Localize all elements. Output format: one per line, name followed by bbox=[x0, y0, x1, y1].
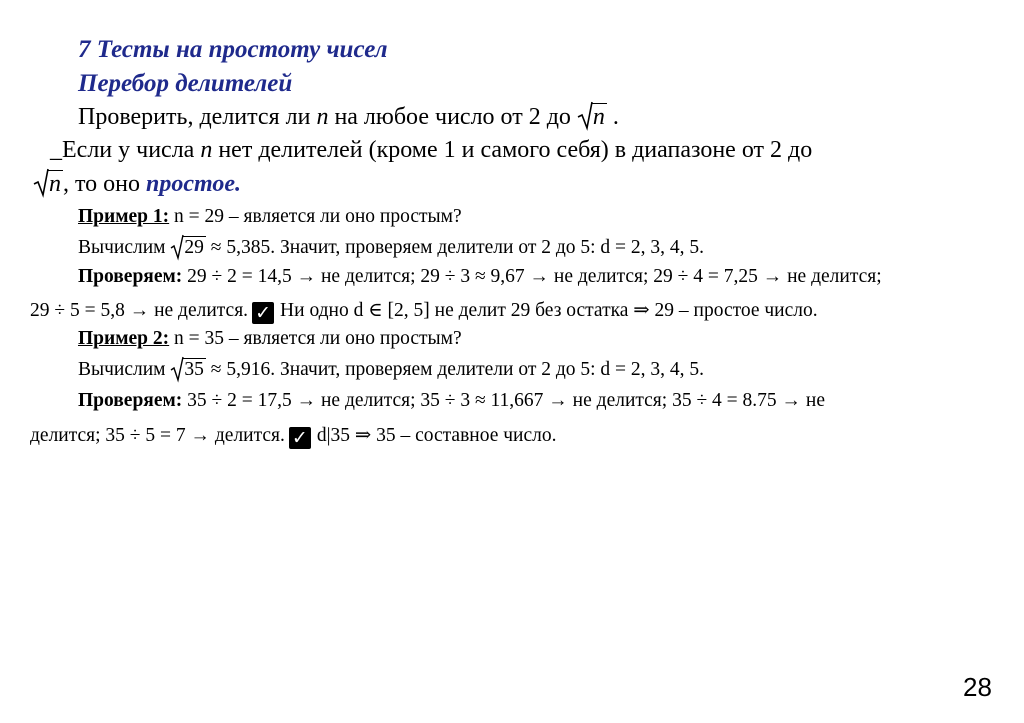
dash-marker: _ bbox=[50, 137, 62, 163]
example1-compute: Вычислим 29 ≈ 5,385. Значит, проверяем делители от 2 до 5: d = 2, 3, 4, 5. bbox=[78, 237, 705, 258]
example2-compute: Вычислим 35 ≈ 5,916. Значит, проверяем делители от 2 до 5: d = 2, 3, 4, 5. bbox=[78, 359, 705, 380]
example2-check-line-1: Проверяем: 35 ÷ 2 = 17,5 → не делится; 35 ÷ 3 ≈ 11,667 → не делится; 35 ÷ 4 = 8.75 → не bbox=[78, 390, 825, 411]
example2-heading: Пример 2: n = 35 – является ли оно простым? bbox=[78, 328, 462, 349]
sqrt-35-symbol: 35 bbox=[170, 358, 206, 381]
sqrt-29-symbol: 29 bbox=[170, 236, 206, 259]
example2-check-line-2: делится; 35 ÷ 5 = 7 → делится. ✓ d|35 ⇒ 35 – составное число. bbox=[30, 425, 557, 449]
sqrt-n-symbol: n bbox=[577, 103, 607, 131]
checkmark-icon: ✓ bbox=[252, 302, 274, 324]
sqrt-n-symbol: n bbox=[33, 170, 63, 198]
example1-heading: Пример 1: n = 29 – является ли оно простым? bbox=[78, 206, 462, 227]
example1-check-line-1: Проверяем: 29 ÷ 2 = 14,5 → не делится; 29 ÷ 3 ≈ 9,67 → не делится; 29 ÷ 4 = 7,25 → не делится; bbox=[78, 266, 882, 287]
simple-word: простое. bbox=[146, 171, 242, 197]
page-number: 28 bbox=[963, 672, 992, 702]
example1-check-line-2: 29 ÷ 5 = 5,8 → не делится. ✓ Ни одно d ∈ [2, 5] не делит 29 без остатка ⇒ 29 – простое число. bbox=[30, 300, 818, 324]
method-line-2: _Если у числа n нет делителей (кроме 1 и самого себя) в диапазоне от 2 до bbox=[50, 137, 813, 163]
checkmark-icon: ✓ bbox=[289, 427, 311, 449]
method-line-3: n, то оно простое. bbox=[33, 170, 241, 198]
method-line-1: Проверить, делится ли n на любое число от 2 до n . bbox=[78, 104, 619, 130]
slide-subtitle: Перебор делителей bbox=[78, 70, 293, 97]
slide-title: 7 Тесты на простоту чисел bbox=[78, 36, 388, 63]
